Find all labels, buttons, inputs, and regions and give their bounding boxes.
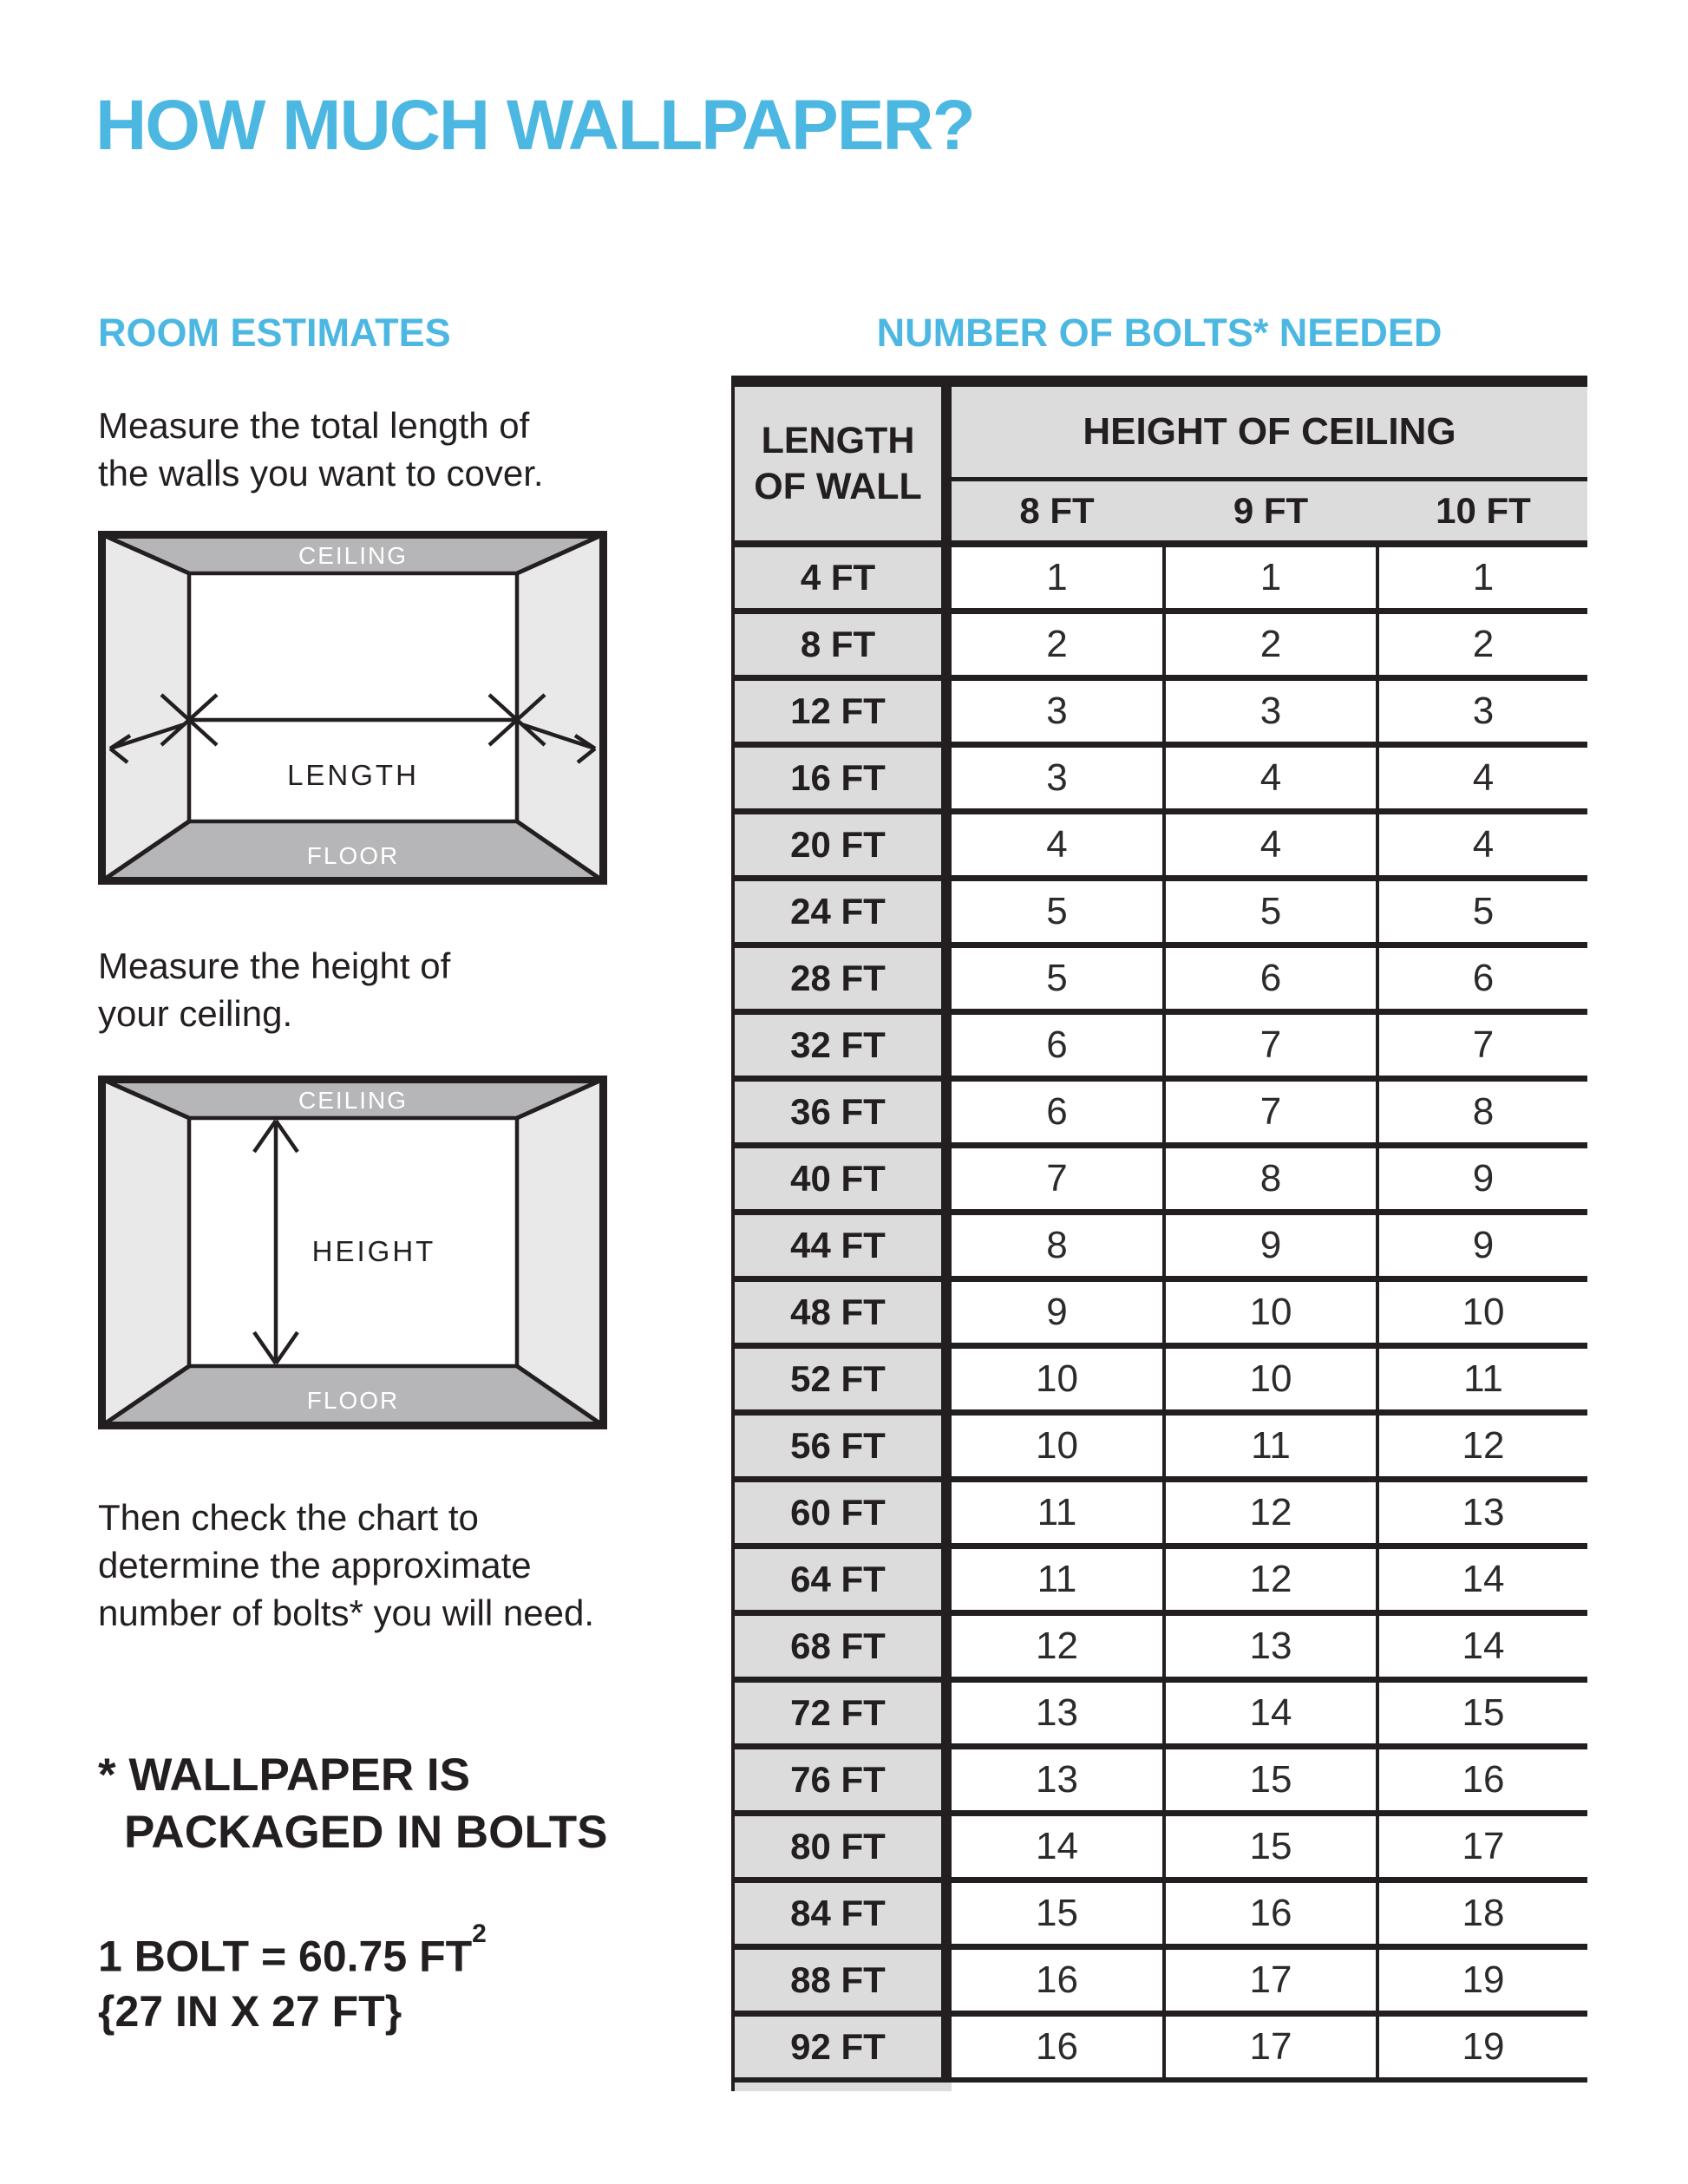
table-row (731, 1349, 1587, 1409)
bolt-equation-line (98, 1920, 487, 1985)
text-line: LENGTH (761, 419, 915, 461)
column-divider (941, 1816, 952, 1877)
column-divider (941, 547, 952, 608)
ceiling-label: CEILING (298, 542, 409, 569)
column-divider (941, 1549, 952, 1610)
bolts-10ft-cell: 14 (1379, 1549, 1587, 1610)
bolts-10ft-cell: 10 (1379, 1282, 1587, 1343)
column-divider (941, 881, 952, 942)
bolts-8ft-cell: 2 (952, 614, 1162, 675)
table-row (731, 1416, 1587, 1476)
bolts-9ft-cell: 5 (1166, 881, 1376, 942)
table-row (731, 547, 1587, 608)
table-row (731, 1616, 1587, 1677)
bolts-table (731, 376, 1587, 2091)
bolts-9ft-cell: 7 (1166, 1082, 1376, 1142)
column-divider (941, 1282, 952, 1343)
bolts-10ft-cell: 19 (1379, 2017, 1587, 2077)
bolts-needed-heading: NUMBER OF BOLTS* NEEDED (876, 311, 1443, 355)
bolts-9ft-cell: 13 (1166, 1616, 1376, 1677)
bolts-10ft-cell: 1 (1379, 547, 1587, 608)
col-header-10ft: 10 FT (1436, 490, 1531, 531)
bolts-8ft-cell: 11 (952, 1482, 1162, 1543)
step1-instructions (98, 402, 544, 497)
row-length-cell: 52 FT (731, 1349, 941, 1409)
bolts-8ft-cell: 6 (952, 1082, 1162, 1142)
bolts-9ft-cell: 2 (1166, 614, 1376, 675)
bolts-10ft-cell: 4 (1379, 814, 1587, 875)
column-divider (941, 1416, 952, 1476)
bolts-9ft-cell: 6 (1166, 948, 1376, 1009)
bolts-10ft-cell: 16 (1379, 1749, 1587, 1810)
bolts-10ft-cell: 17 (1379, 1816, 1587, 1877)
bolts-9ft-cell: 12 (1166, 1482, 1376, 1543)
col-header-8ft: 8 FT (1019, 490, 1095, 531)
table-grey-stub (731, 2083, 952, 2091)
column-divider (941, 681, 952, 742)
bolts-9ft-cell: 4 (1166, 814, 1376, 875)
table-row (731, 681, 1587, 742)
bolts-10ft-cell: 3 (1379, 681, 1587, 742)
text-line: determine the approximate (98, 1545, 532, 1586)
bolts-8ft-cell: 14 (952, 1816, 1162, 1877)
table-row (731, 814, 1587, 875)
text-line: PACKAGED IN BOLTS (124, 1807, 608, 1858)
column-divider (941, 1749, 952, 1810)
column-divider (941, 2017, 952, 2077)
row-length-cell: 88 FT (731, 1950, 941, 2011)
room-length-diagram (98, 531, 607, 885)
table-row (731, 1549, 1587, 1610)
step3-instructions (98, 1494, 594, 1637)
column-divider (941, 1148, 952, 1209)
table-row (731, 948, 1587, 1009)
bolts-10ft-cell: 8 (1379, 1082, 1587, 1142)
row-length-cell: 12 FT (731, 681, 941, 742)
text-line: your ceiling. (98, 993, 293, 1034)
table-row (731, 1015, 1587, 1076)
table-row (731, 1282, 1587, 1343)
bolts-9ft-cell: 10 (1166, 1349, 1376, 1409)
column-headers-row (952, 481, 1587, 540)
table-row (731, 1950, 1587, 2011)
bolts-10ft-cell: 12 (1379, 1416, 1587, 1476)
bolts-9ft-cell: 12 (1166, 1549, 1376, 1610)
row-length-cell: 80 FT (731, 1816, 941, 1877)
bolts-8ft-cell: 9 (952, 1282, 1162, 1343)
floor-label: FLOOR (306, 1387, 400, 1414)
table-row (731, 1148, 1587, 1209)
row-length-cell: 4 FT (731, 547, 941, 608)
row-length-cell: 72 FT (731, 1683, 941, 1743)
column-divider (941, 614, 952, 675)
bolts-10ft-cell: 9 (1379, 1148, 1587, 1209)
bolt-equation-text: 1 BOLT = 60.75 FT (98, 1932, 473, 1981)
table-row (731, 614, 1587, 675)
bolts-8ft-cell: 15 (952, 1883, 1162, 1944)
column-divider (941, 1883, 952, 1944)
text-line: * WALLPAPER IS (98, 1749, 470, 1801)
bolts-10ft-cell: 11 (1379, 1349, 1587, 1409)
bolts-10ft-cell: 6 (1379, 948, 1587, 1009)
column-divider (941, 948, 952, 1009)
text-line: Then check the chart to (98, 1497, 479, 1538)
bolts-8ft-cell: 11 (952, 1549, 1162, 1610)
row-length-cell: 48 FT (731, 1282, 941, 1343)
table-row (731, 1683, 1587, 1743)
bolts-8ft-cell: 12 (952, 1616, 1162, 1677)
bolts-9ft-cell: 15 (1166, 1749, 1376, 1810)
bolts-10ft-cell: 7 (1379, 1015, 1587, 1076)
table-row (731, 1482, 1587, 1543)
table-header (731, 387, 1587, 547)
bolts-8ft-cell: 5 (952, 881, 1162, 942)
row-length-cell: 56 FT (731, 1416, 941, 1476)
bolts-9ft-cell: 4 (1166, 748, 1376, 808)
page-title: HOW MUCH WALLPAPER? (95, 86, 974, 165)
ceiling-label: CEILING (298, 1087, 409, 1114)
column-divider (941, 1082, 952, 1142)
bolts-10ft-cell: 19 (1379, 1950, 1587, 2011)
bolts-8ft-cell: 7 (952, 1148, 1162, 1209)
bolts-8ft-cell: 16 (952, 2017, 1162, 2077)
bolts-8ft-cell: 3 (952, 748, 1162, 808)
floor-label: FLOOR (306, 842, 400, 869)
row-length-cell: 36 FT (731, 1082, 941, 1142)
bolts-8ft-cell: 10 (952, 1349, 1162, 1409)
table-row (731, 1749, 1587, 1810)
header-separator (731, 540, 1587, 547)
table-row (731, 1082, 1587, 1142)
row-length-cell: 8 FT (731, 614, 941, 675)
bolts-10ft-cell: 9 (1379, 1215, 1587, 1276)
height-of-ceiling-header: HEIGHT OF CEILING (952, 387, 1587, 477)
table-row (731, 2017, 1587, 2077)
bolts-8ft-cell: 13 (952, 1749, 1162, 1810)
bolts-9ft-cell: 8 (1166, 1148, 1376, 1209)
text-line: the walls you want to cover. (98, 453, 544, 494)
row-length-cell: 40 FT (731, 1148, 941, 1209)
row-length-cell: 76 FT (731, 1749, 941, 1810)
bolts-9ft-cell: 9 (1166, 1215, 1376, 1276)
row-length-cell: 20 FT (731, 814, 941, 875)
bolts-10ft-cell: 5 (1379, 881, 1587, 942)
bolts-9ft-cell: 1 (1166, 547, 1376, 608)
row-length-cell: 84 FT (731, 1883, 941, 1944)
length-of-wall-header (731, 387, 941, 540)
bolts-8ft-cell: 10 (952, 1416, 1162, 1476)
squared-superscript: 2 (472, 1919, 487, 1948)
bolts-8ft-cell: 13 (952, 1683, 1162, 1743)
bolts-9ft-cell: 17 (1166, 1950, 1376, 2011)
table-body (731, 547, 1587, 2077)
bolts-9ft-cell: 7 (1166, 1015, 1376, 1076)
bolts-10ft-cell: 4 (1379, 748, 1587, 808)
bolts-10ft-cell: 18 (1379, 1883, 1587, 1944)
row-length-cell: 60 FT (731, 1482, 941, 1543)
row-length-cell: 16 FT (731, 748, 941, 808)
bolts-8ft-cell: 6 (952, 1015, 1162, 1076)
table-row (731, 748, 1587, 808)
bolts-10ft-cell: 13 (1379, 1482, 1587, 1543)
bolts-8ft-cell: 5 (952, 948, 1162, 1009)
room-height-diagram (98, 1076, 607, 1429)
text-line: OF WALL (754, 465, 922, 507)
bolts-8ft-cell: 8 (952, 1215, 1162, 1276)
bolts-9ft-cell: 17 (1166, 2017, 1376, 2077)
bolts-8ft-cell: 4 (952, 814, 1162, 875)
bolts-10ft-cell: 14 (1379, 1616, 1587, 1677)
column-divider (941, 387, 952, 540)
text-line: Measure the total length of (98, 405, 530, 446)
bolts-9ft-cell: 14 (1166, 1683, 1376, 1743)
column-divider (941, 1482, 952, 1543)
column-divider (941, 748, 952, 808)
column-divider (941, 814, 952, 875)
column-divider (941, 1616, 952, 1677)
row-length-cell: 44 FT (731, 1215, 941, 1276)
bolts-10ft-cell: 2 (1379, 614, 1587, 675)
table-row (731, 881, 1587, 942)
bolts-8ft-cell: 1 (952, 547, 1162, 608)
row-length-cell: 92 FT (731, 2017, 941, 2077)
bolts-footnote (98, 1747, 607, 1861)
bolts-9ft-cell: 11 (1166, 1416, 1376, 1476)
row-length-cell: 68 FT (731, 1616, 941, 1677)
bolts-9ft-cell: 10 (1166, 1282, 1376, 1343)
bolt-size-info (98, 1920, 487, 2039)
length-label: LENGTH (287, 759, 419, 791)
bolts-9ft-cell: 16 (1166, 1883, 1376, 1944)
bolts-8ft-cell: 3 (952, 681, 1162, 742)
step2-instructions (98, 942, 450, 1037)
column-divider (941, 1950, 952, 2011)
row-length-cell: 24 FT (731, 881, 941, 942)
col-header-9ft: 9 FT (1233, 490, 1309, 531)
row-length-cell: 64 FT (731, 1549, 941, 1610)
table-top-border (731, 376, 1587, 387)
column-divider (941, 1683, 952, 1743)
bolts-8ft-cell: 16 (952, 1950, 1162, 2011)
text-line: Measure the height of (98, 945, 451, 986)
table-row (731, 1883, 1587, 1944)
bolts-10ft-cell: 15 (1379, 1683, 1587, 1743)
bolts-9ft-cell: 15 (1166, 1816, 1376, 1877)
table-row (731, 1215, 1587, 1276)
bolts-9ft-cell: 3 (1166, 681, 1376, 742)
table-row (731, 1816, 1587, 1877)
column-divider (941, 1349, 952, 1409)
room-estimates-heading: ROOM ESTIMATES (98, 311, 451, 355)
row-length-cell: 32 FT (731, 1015, 941, 1076)
column-divider (941, 1215, 952, 1276)
text-line: number of bolts* you will need. (98, 1592, 594, 1633)
height-label: HEIGHT (311, 1235, 436, 1267)
column-divider (941, 1015, 952, 1076)
bolt-dimensions-line: {27 IN X 27 FT} (98, 1986, 402, 2036)
row-length-cell: 28 FT (731, 948, 941, 1009)
